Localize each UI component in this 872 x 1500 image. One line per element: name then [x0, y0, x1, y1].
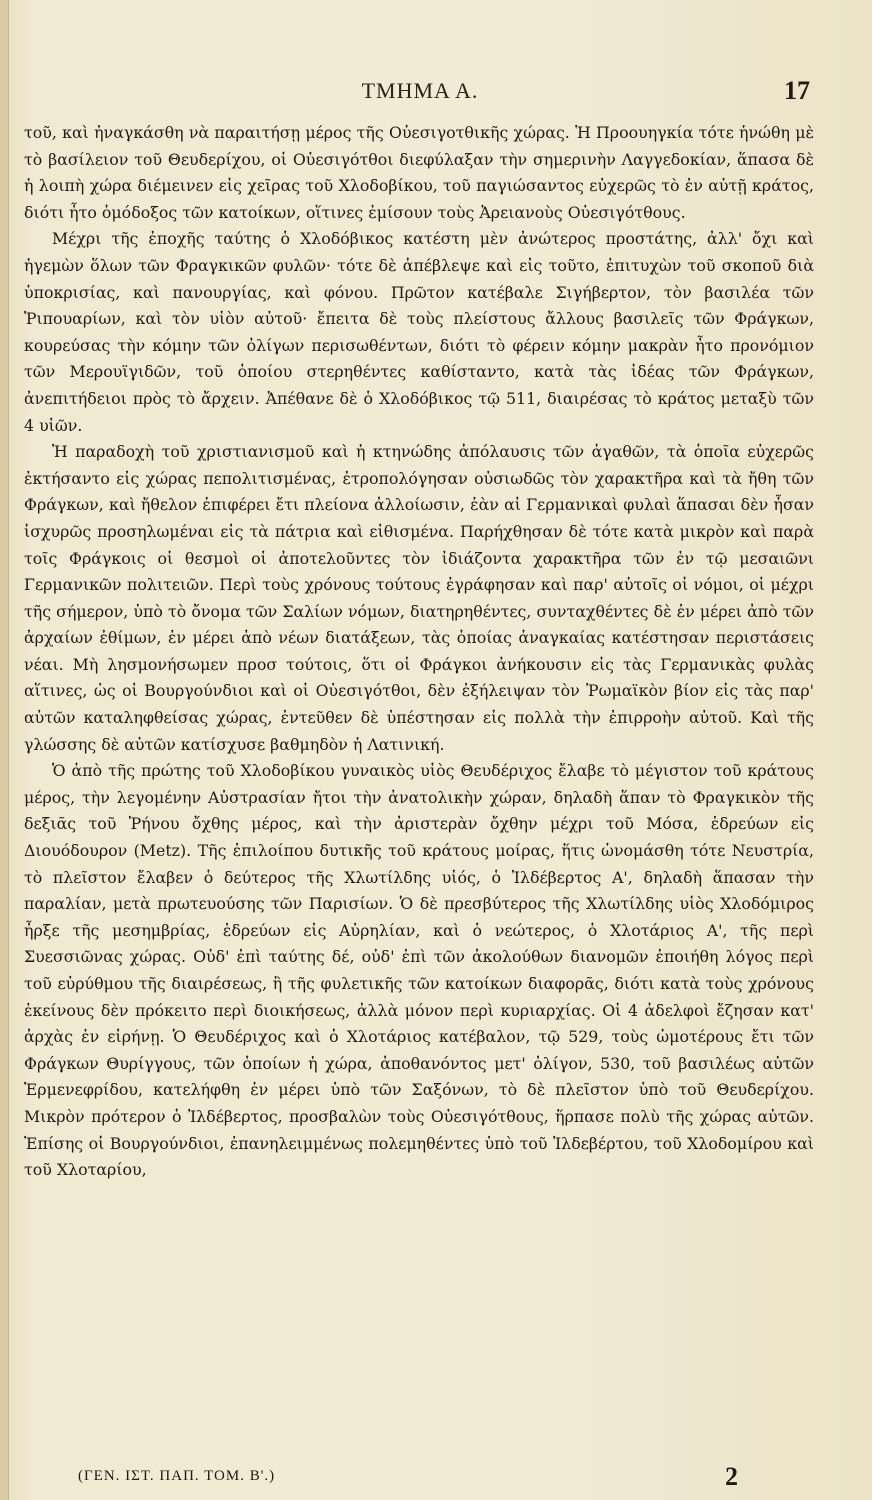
paragraph: Ἡ παραδοχὴ τοῦ χριστιανισμοῦ καὶ ἡ κτηνώδης ἀπόλαυσις τῶν ἀγαθῶν, τὰ ὁποῖα εὐχερῶς ἐκτήσαντο εἰς χώρας πεπολιτισμένας, ἐτροπολόγησαν οὐσιωδῶς τὸν χαρακτῆρα καὶ τὰ ἤθη τῶν Φράγκων, καὶ ἤθελον ἐπιφέρει ἔτι πλείονα ἀλλοίωσιν, ἐὰν αἱ Γερμανικαὶ φυλαὶ ἅπασαι δὲν ἦσαν ἰσχυρῶς προσηλωμέναι εἰς τὰ πάτρια καὶ εἰθισμένα. Παρήχθησαν δὲ τότε κατὰ μικρὸν καὶ παρὰ τοῖς Φράγκοις οἱ θεσμοὶ οἱ ἀποτελοῦντες τὸν ἰδιάζοντα χαρακτῆρα τῶν ἐν τῷ μεσαιῶνι Γερμανικῶν πολιτειῶν. Περὶ τοὺς χρόνους τούτους ἐγράφησαν καὶ παρ' αὐτοῖς οἱ νόμοι, οἱ μέχρι τῆς σήμερον, ὑπὸ τὸ ὄνομα τῶν Σαλίων νόμων, διατηρηθέντες, συνταχθέντες δὲ ἐν μέρει ἀπὸ τῶν ἀρχαίων ἐθίμων, ἐν μέρει ἀπὸ νέων διατάξεων, τὰς ὁποίας ἀναγκαίας κατέστησαν περιστάσεις νέαι. Μὴ λησμονήσωμεν προσ τούτοις, ὅτι οἱ Φράγκοι ἀνήκουσιν εἰς τὰς Γερμανικὰς φυλὰς αἵτινες, ὡς οἱ Βουργούνδιοι καὶ οἱ Οὐεσιγότθοι, δὲν ἐξήλειψαν τὸν Ῥωμαϊκὸν βίον εἰς τὰς παρ' αὐτῶν καταληφθείσας χώρας, ἐντεῦθεν δὲ ὑπέστησαν εἰς πολλὰ τὴν ἐπιρροὴν αὐτοῦ. Καὶ τῆς γλώσσης δὲ αὐτῶν κατίσχυσε βαθμηδὸν ἡ Λατινική.: [24, 442, 814, 754]
paragraph: τοῦ, καὶ ἠναγκάσθη νὰ παραιτήσῃ μέρος τῆς Οὐεσιγοτθικῆς χώρας. Ἡ Προουηγκία τότε ἡνώθη μὲ τὸ βασίλειον τοῦ Θευδερίχου, οἱ Οὐεσιγότθοι διεφύλαξαν τὴν σημερινὴν Λαγγεδοκίαν, ἅπασα δὲ ἡ λοιπὴ χώρα διέμεινεν εἰς χεῖρας τοῦ Χλοδοβίκου, τοῦ παγιώσαντος εὐχερῶς τὸ ἐν αὐτῇ κράτος, διότι ἦτο ὁμόδοξος τῶν κατοίκων, οἵτινες ἐμίσουν τοὺς Ἀρειανοὺς Οὐεσιγότθους.: [24, 123, 814, 222]
body-text: [24, 120, 814, 1184]
paragraph: Ὁ ἀπὸ τῆς πρώτης τοῦ Χλοδοβίκου γυναικὸς υἱὸς Θευδέριχος ἔλαβε τὸ μέγιστον τοῦ κράτους μέρος, τὴν λεγομένην Αὐστρασίαν ἤτοι τὴν ἀνατολικὴν χώραν, δηλαδὴ ἅπαν τὸ Φραγκικὸν τῆς δεξιᾶς τοῦ Ῥήνου ὄχθης μέρος, καὶ τὴν ἀριστερὰν ὄχθην μέχρι τοῦ Μόσα, ἑδρεύων εἰς Διουόδουρον (Metz). Τῆς ἐπιλοίπου δυτικῆς τοῦ κράτους μοίρας, ἥτις ὠνομάσθη τότε Νευστρία, τὸ πλεῖστον ἔλαβεν ὁ δεύτερος τῆς Χλωτίλδης υἱός, ὁ Ἰλδέβερτος Α', δηλαδὴ ἅπασαν τὴν παραλίαν, μετὰ πρωτευούσης τῶν Παρισίων. Ὁ δὲ πρεσβύτερος τῆς Χλωτίλδης υἱὸς Χλοδόμιρος ἦρξε τῆς μεσημβρίας, ἑδρεύων εἰς Αὐρηλίαν, καὶ ὁ νεώτερος, ὁ Χλοτάριος Α', τῆς περὶ Συεσσιῶνας χώρας. Οὐδ' ἐπὶ ταύτης δέ, οὐδ' ἐπὶ τῶν ἀκολούθων διανομῶν ἐποιήθη λόγος περὶ τοῦ εὐρύθμου τῆς διαιρέσεως, ἢ τῆς φυλετικῆς τῶν κατοίκων διαφορᾶς, διότι κατὰ τοὺς χρόνους ἐκείνους δὲν πρόκειτο περὶ διοικήσεως, ἀλλὰ μόνον περὶ κυριαρχίας. Οἱ 4 ἀδελφοὶ ἔζησαν κατ' ἀρχὰς ἐν εἰρήνῃ. Ὁ Θευδέριχος καὶ ὁ Χλοτάριος κατέβαλον, τῷ 529, τοὺς ὠμοτέρους ἔτι τῶν Φράγκων Θυρίγγους, τῶν ὁποίων ἡ χώρα, ἀποθανόντος μετ' ὀλίγον, 530, τοῦ βασιλέως αὐτῶν Ἑρμενεφρίδου, κατελήφθη ἐν μέρει ὑπὸ τῶν Σαξόνων, τὸ δὲ πλεῖστον ὑπὸ τοῦ Θευδερίχου. Μικρὸν πρότερον ὁ Ἰλδέβερτος, προσβαλὼν τοὺς Οὐεσιγότθους, ἥρπασε πολὺ τῆς χώρας αὐτῶν. Ἐπίσης οἱ Βουργούνδιοι, ἐπανηλειμμένως πολεμηθέντες ὑπὸ τοῦ Ἰλδεβέρτου, τοῦ Χλοδομίρου καὶ τοῦ Χλοταρίου,: [24, 761, 814, 1180]
sheet-number: 2: [725, 1462, 738, 1491]
paragraph: Μέχρι τῆς ἐποχῆς ταύτης ὁ Χλοδόβικος κατέστη μὲν ἀνώτερος προστάτης, ἀλλ' ὄχι καὶ ἡγεμὼν ὅλων τῶν Φραγκικῶν φυλῶν· τότε δὲ ἀπέβλεψε καὶ εἰς τοῦτο, ἐπιτυχὼν τοῦ σκοποῦ διὰ ὑποκρισίας, καὶ πανουργίας, καὶ φόνου. Πρῶτον κατέβαλε Σιγήβερτον, τὸν βασιλέα τῶν Ῥιπουαρίων, καὶ τὸν υἱὸν αὐτοῦ· ἔπειτα δὲ τοὺς πλείστους ἄλλους βασιλεῖς τῶν Φράγκων, κουρεύσας τὴν κόμην τῶν ὀλίγων περισωθέντων, διότι τὸ φέρειν κόμην μακρὰν ἦτο προνόμιον τῶν Μερουϊγιδῶν, τοῦ ὁποίου στερηθέντες καθίσταντο, κατὰ τὰς ἰδέας τῶν Φράγκων, ἀνεπιτήδειοι πρὸς τὸ ἄρχειν. Ἀπέθανε δὲ ὁ Χλοδόβικος τῷ 511, διαιρέσας τὸ κράτος μεταξὺ τῶν 4 υἱῶν.: [24, 229, 814, 435]
page-header: [30, 78, 810, 108]
page-number: 17: [784, 76, 810, 105]
page-footer: [78, 1462, 738, 1492]
printer-signature: (ΓΕΝ. ΙΣΤ. ΠΑΠ. ΤΟΜ. Β'.): [78, 1468, 276, 1484]
section-title: ΤΜΗΜΑ Α.: [361, 78, 479, 103]
page-spine-edge: [0, 0, 9, 1500]
